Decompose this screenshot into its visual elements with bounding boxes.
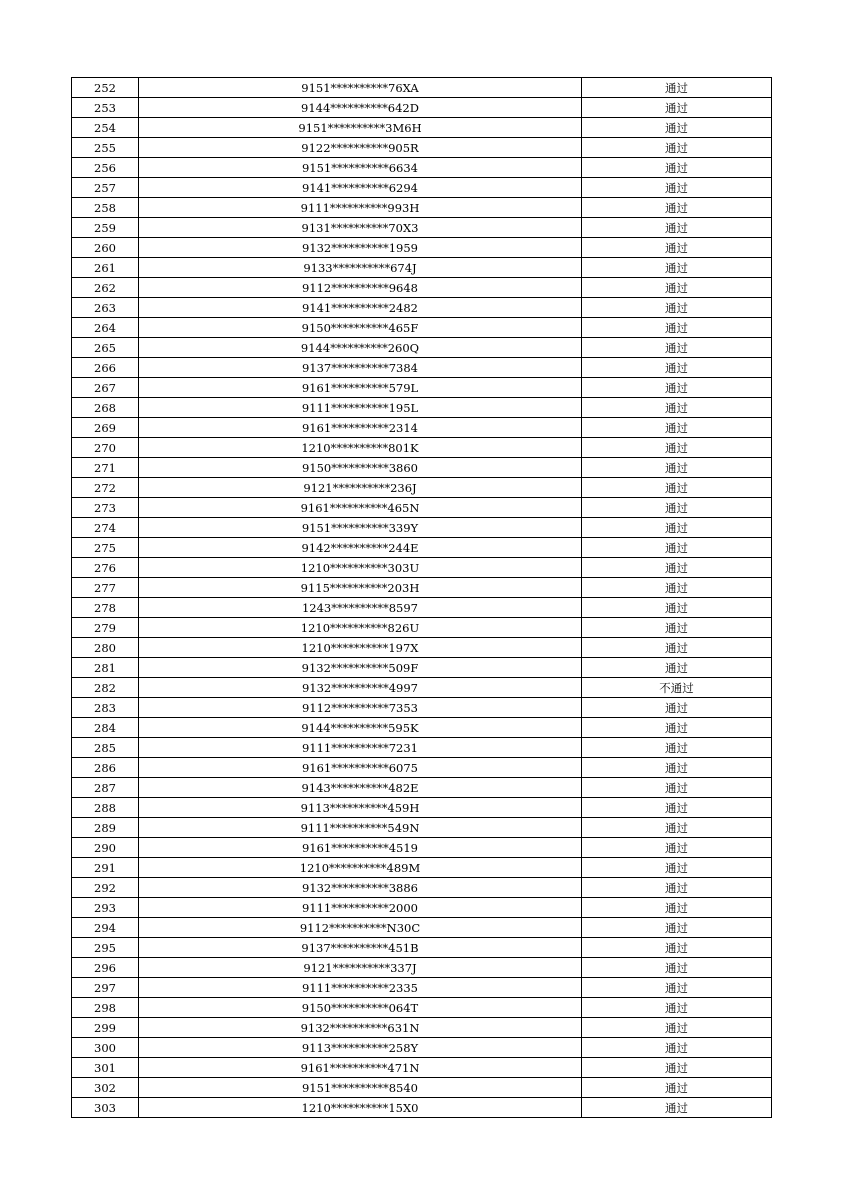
credit-code-cell: 9144**********595K (139, 718, 582, 738)
results-table (71, 77, 772, 1118)
result-cell: 通过 (582, 258, 772, 278)
row-index-cell: 268 (72, 398, 139, 418)
result-cell: 通过 (582, 238, 772, 258)
credit-code-cell: 9121**********337J (139, 958, 582, 978)
table-row (72, 758, 772, 778)
row-index-cell: 271 (72, 458, 139, 478)
result-cell: 通过 (582, 718, 772, 738)
row-index-cell: 280 (72, 638, 139, 658)
table-row (72, 238, 772, 258)
credit-code-cell: 9151**********8540 (139, 1078, 582, 1098)
result-cell: 通过 (582, 198, 772, 218)
results-table-body (72, 78, 772, 1118)
credit-code-cell: 9144**********260Q (139, 338, 582, 358)
table-row (72, 778, 772, 798)
table-row (72, 1038, 772, 1058)
table-row (72, 598, 772, 618)
result-cell: 通过 (582, 138, 772, 158)
table-row (72, 278, 772, 298)
table-row (72, 938, 772, 958)
credit-code-cell: 9161**********579L (139, 378, 582, 398)
row-index-cell: 267 (72, 378, 139, 398)
row-index-cell: 278 (72, 598, 139, 618)
result-cell: 通过 (582, 78, 772, 98)
table-row (72, 318, 772, 338)
credit-code-cell: 9161**********2314 (139, 418, 582, 438)
table-row (72, 438, 772, 458)
table-row (72, 578, 772, 598)
row-index-cell: 274 (72, 518, 139, 538)
table-row (72, 98, 772, 118)
credit-code-cell: 9150**********3860 (139, 458, 582, 478)
result-cell: 通过 (582, 1058, 772, 1078)
row-index-cell: 298 (72, 998, 139, 1018)
credit-code-cell: 1243**********8597 (139, 598, 582, 618)
result-cell: 通过 (582, 878, 772, 898)
result-cell: 通过 (582, 498, 772, 518)
table-row (72, 538, 772, 558)
row-index-cell: 285 (72, 738, 139, 758)
result-cell: 通过 (582, 358, 772, 378)
row-index-cell: 277 (72, 578, 139, 598)
row-index-cell: 275 (72, 538, 139, 558)
row-index-cell: 291 (72, 858, 139, 878)
credit-code-cell: 1210**********801K (139, 438, 582, 458)
result-cell: 通过 (582, 818, 772, 838)
table-row (72, 378, 772, 398)
credit-code-cell: 9151**********3M6H (139, 118, 582, 138)
table-row (72, 1058, 772, 1078)
result-cell: 通过 (582, 658, 772, 678)
credit-code-cell: 9111**********2335 (139, 978, 582, 998)
table-row (72, 918, 772, 938)
credit-code-cell: 9111**********549N (139, 818, 582, 838)
result-cell: 通过 (582, 98, 772, 118)
result-cell: 通过 (582, 338, 772, 358)
result-cell: 通过 (582, 118, 772, 138)
row-index-cell: 265 (72, 338, 139, 358)
credit-code-cell: 9161**********471N (139, 1058, 582, 1078)
result-cell: 通过 (582, 1038, 772, 1058)
table-row (72, 858, 772, 878)
credit-code-cell: 9151**********6634 (139, 158, 582, 178)
row-index-cell: 263 (72, 298, 139, 318)
table-row (72, 718, 772, 738)
row-index-cell: 254 (72, 118, 139, 138)
row-index-cell: 269 (72, 418, 139, 438)
result-cell: 通过 (582, 518, 772, 538)
table-row (72, 458, 772, 478)
row-index-cell: 273 (72, 498, 139, 518)
row-index-cell: 288 (72, 798, 139, 818)
row-index-cell: 272 (72, 478, 139, 498)
credit-code-cell: 9150**********465F (139, 318, 582, 338)
table-row (72, 558, 772, 578)
result-cell: 通过 (582, 218, 772, 238)
result-cell: 通过 (582, 178, 772, 198)
table-row (72, 398, 772, 418)
result-cell: 通过 (582, 978, 772, 998)
row-index-cell: 256 (72, 158, 139, 178)
table-row (72, 818, 772, 838)
row-index-cell: 279 (72, 618, 139, 638)
row-index-cell: 289 (72, 818, 139, 838)
table-row (72, 178, 772, 198)
row-index-cell: 276 (72, 558, 139, 578)
result-cell: 通过 (582, 938, 772, 958)
table-row (72, 618, 772, 638)
table-row (72, 338, 772, 358)
credit-code-cell: 9112**********9648 (139, 278, 582, 298)
table-row (72, 118, 772, 138)
credit-code-cell: 9113**********258Y (139, 1038, 582, 1058)
result-cell: 通过 (582, 558, 772, 578)
row-index-cell: 255 (72, 138, 139, 158)
row-index-cell: 253 (72, 98, 139, 118)
result-cell: 通过 (582, 838, 772, 858)
row-index-cell: 295 (72, 938, 139, 958)
row-index-cell: 270 (72, 438, 139, 458)
table-row (72, 158, 772, 178)
credit-code-cell: 9132**********4997 (139, 678, 582, 698)
table-row (72, 978, 772, 998)
credit-code-cell: 9132**********1959 (139, 238, 582, 258)
row-index-cell: 294 (72, 918, 139, 938)
row-index-cell: 299 (72, 1018, 139, 1038)
row-index-cell: 293 (72, 898, 139, 918)
credit-code-cell: 9142**********244E (139, 538, 582, 558)
result-cell: 通过 (582, 698, 772, 718)
table-row (72, 798, 772, 818)
table-row (72, 698, 772, 718)
row-index-cell: 252 (72, 78, 139, 98)
table-row (72, 638, 772, 658)
row-index-cell: 297 (72, 978, 139, 998)
result-cell: 通过 (582, 918, 772, 938)
result-cell: 通过 (582, 278, 772, 298)
row-index-cell: 290 (72, 838, 139, 858)
result-cell: 通过 (582, 318, 772, 338)
credit-code-cell: 1210**********826U (139, 618, 582, 638)
result-cell: 通过 (582, 438, 772, 458)
result-cell: 通过 (582, 998, 772, 1018)
credit-code-cell: 9141**********2482 (139, 298, 582, 318)
credit-code-cell: 9144**********642D (139, 98, 582, 118)
result-cell: 通过 (582, 298, 772, 318)
row-index-cell: 266 (72, 358, 139, 378)
row-index-cell: 264 (72, 318, 139, 338)
table-row (72, 898, 772, 918)
table-row (72, 678, 772, 698)
credit-code-cell: 9132**********631N (139, 1018, 582, 1038)
credit-code-cell: 9151**********76XA (139, 78, 582, 98)
row-index-cell: 296 (72, 958, 139, 978)
credit-code-cell: 1210**********489M (139, 858, 582, 878)
credit-code-cell: 9137**********7384 (139, 358, 582, 378)
row-index-cell: 282 (72, 678, 139, 698)
row-index-cell: 258 (72, 198, 139, 218)
result-cell: 通过 (582, 458, 772, 478)
table-row (72, 478, 772, 498)
result-cell: 通过 (582, 958, 772, 978)
credit-code-cell: 9112**********7353 (139, 698, 582, 718)
row-index-cell: 287 (72, 778, 139, 798)
table-row (72, 298, 772, 318)
credit-code-cell: 9141**********6294 (139, 178, 582, 198)
row-index-cell: 281 (72, 658, 139, 678)
row-index-cell: 260 (72, 238, 139, 258)
table-row (72, 998, 772, 1018)
row-index-cell: 302 (72, 1078, 139, 1098)
row-index-cell: 303 (72, 1098, 139, 1118)
row-index-cell: 286 (72, 758, 139, 778)
result-cell: 通过 (582, 398, 772, 418)
table-row (72, 138, 772, 158)
credit-code-cell: 9115**********203H (139, 578, 582, 598)
table-row (72, 498, 772, 518)
result-cell: 通过 (582, 898, 772, 918)
table-row (72, 1018, 772, 1038)
result-cell: 通过 (582, 858, 772, 878)
row-index-cell: 283 (72, 698, 139, 718)
result-cell: 通过 (582, 418, 772, 438)
result-cell: 通过 (582, 778, 772, 798)
table-row (72, 258, 772, 278)
result-cell: 通过 (582, 158, 772, 178)
credit-code-cell: 9122**********905R (139, 138, 582, 158)
credit-code-cell: 9111**********195L (139, 398, 582, 418)
result-cell: 通过 (582, 638, 772, 658)
credit-code-cell: 9132**********3886 (139, 878, 582, 898)
result-cell: 通过 (582, 1098, 772, 1118)
table-row (72, 358, 772, 378)
credit-code-cell: 1210**********303U (139, 558, 582, 578)
row-index-cell: 261 (72, 258, 139, 278)
table-row (72, 958, 772, 978)
table-row (72, 518, 772, 538)
credit-code-cell: 9131**********70X3 (139, 218, 582, 238)
result-cell: 通过 (582, 738, 772, 758)
table-row (72, 1078, 772, 1098)
result-cell: 通过 (582, 1018, 772, 1038)
row-index-cell: 262 (72, 278, 139, 298)
table-row (72, 878, 772, 898)
result-cell: 通过 (582, 538, 772, 558)
credit-code-cell: 9137**********451B (139, 938, 582, 958)
result-cell: 通过 (582, 598, 772, 618)
credit-code-cell: 9161**********465N (139, 498, 582, 518)
result-cell: 通过 (582, 758, 772, 778)
credit-code-cell: 9112**********N30C (139, 918, 582, 938)
row-index-cell: 301 (72, 1058, 139, 1078)
row-index-cell: 300 (72, 1038, 139, 1058)
table-row (72, 78, 772, 98)
credit-code-cell: 1210**********197X (139, 638, 582, 658)
credit-code-cell: 9111**********2000 (139, 898, 582, 918)
credit-code-cell: 9143**********482E (139, 778, 582, 798)
result-cell: 通过 (582, 478, 772, 498)
result-cell: 通过 (582, 1078, 772, 1098)
table-row (72, 1098, 772, 1118)
credit-code-cell: 9121**********236J (139, 478, 582, 498)
credit-code-cell: 9150**********064T (139, 998, 582, 1018)
result-cell: 通过 (582, 578, 772, 598)
credit-code-cell: 1210**********15X0 (139, 1098, 582, 1118)
table-row (72, 418, 772, 438)
row-index-cell: 292 (72, 878, 139, 898)
credit-code-cell: 9111**********993H (139, 198, 582, 218)
credit-code-cell: 9133**********674J (139, 258, 582, 278)
result-cell: 不通过 (582, 678, 772, 698)
credit-code-cell: 9151**********339Y (139, 518, 582, 538)
row-index-cell: 257 (72, 178, 139, 198)
table-row (72, 658, 772, 678)
table-row (72, 218, 772, 238)
credit-code-cell: 9111**********7231 (139, 738, 582, 758)
table-row (72, 738, 772, 758)
result-cell: 通过 (582, 378, 772, 398)
table-row (72, 838, 772, 858)
credit-code-cell: 9161**********6075 (139, 758, 582, 778)
credit-code-cell: 9113**********459H (139, 798, 582, 818)
result-cell: 通过 (582, 618, 772, 638)
table-row (72, 198, 772, 218)
row-index-cell: 259 (72, 218, 139, 238)
result-cell: 通过 (582, 798, 772, 818)
credit-code-cell: 9132**********509F (139, 658, 582, 678)
row-index-cell: 284 (72, 718, 139, 738)
credit-code-cell: 9161**********4519 (139, 838, 582, 858)
